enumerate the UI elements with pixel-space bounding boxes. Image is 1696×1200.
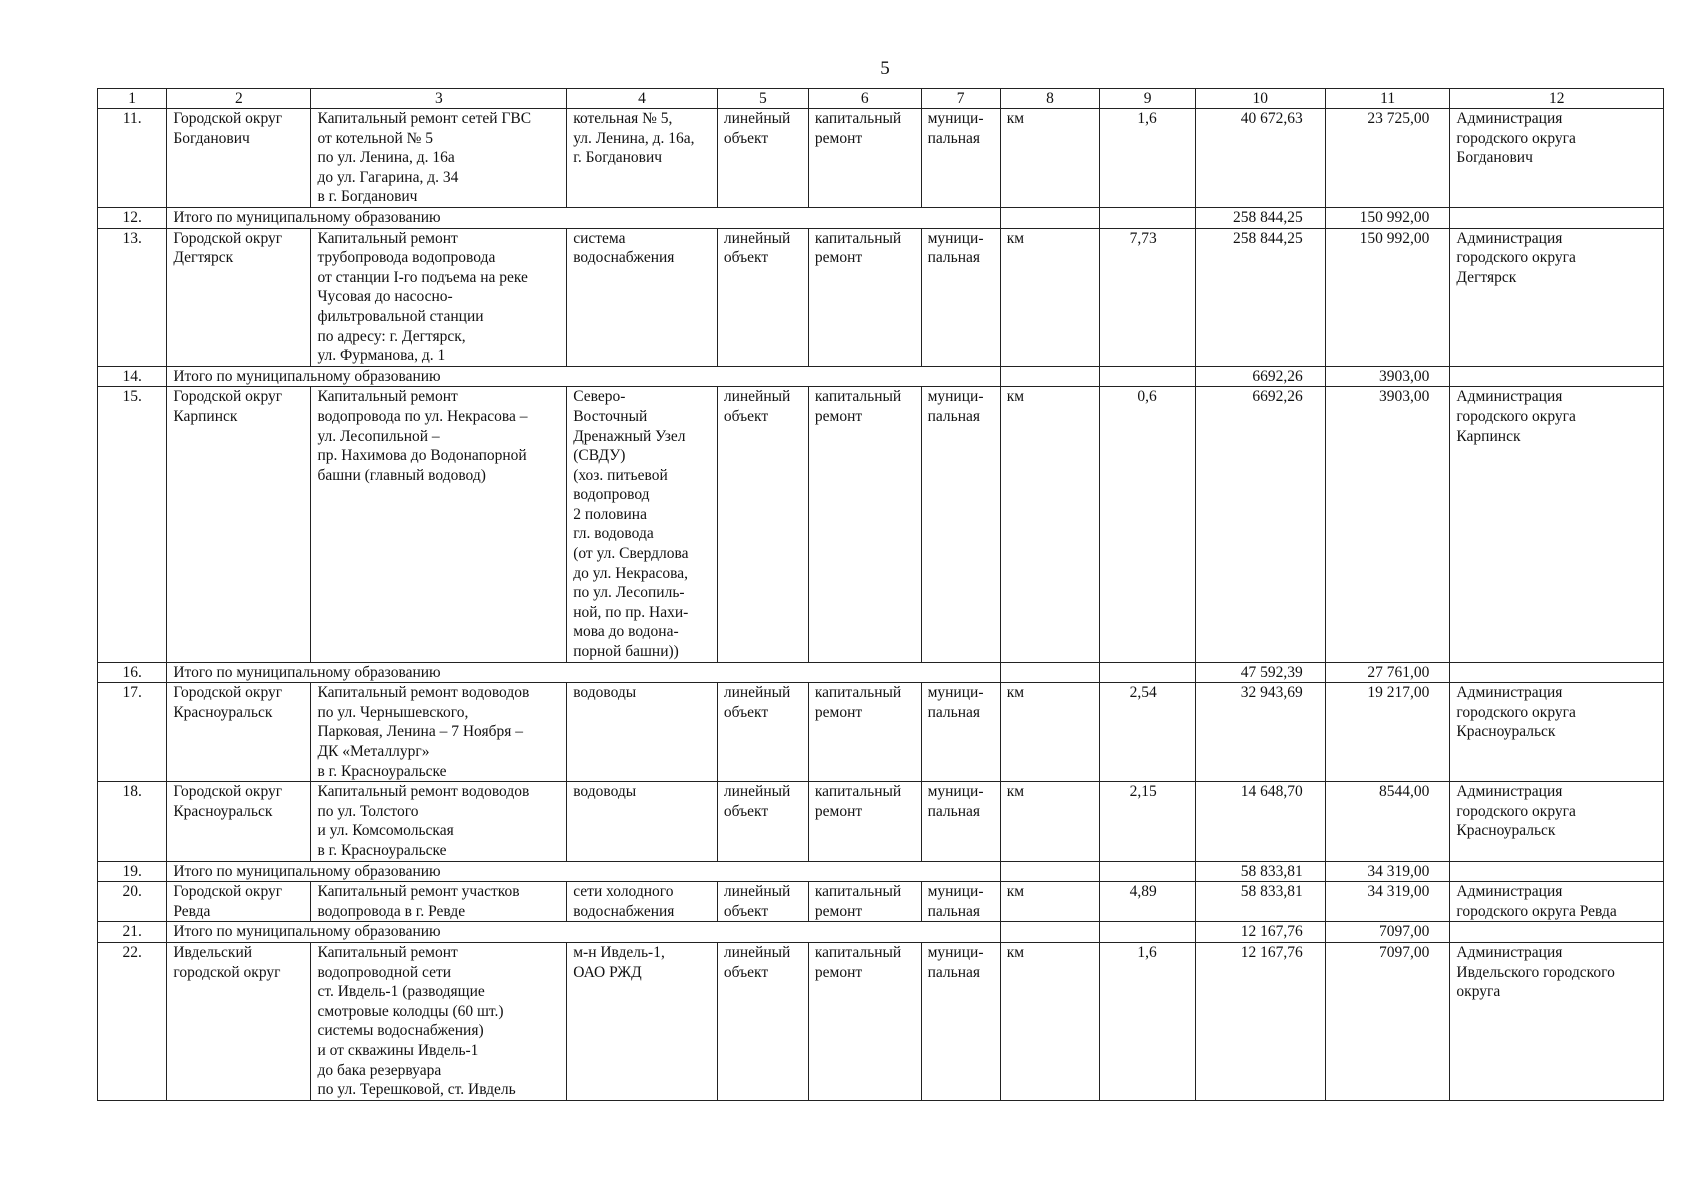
ownership-cell: муници- пальная (921, 109, 1000, 208)
row-number: 22. (98, 942, 167, 1100)
col-header: 4 (567, 89, 718, 109)
total-col10: 58 833,81 (1195, 861, 1325, 882)
row-number: 15. (98, 387, 167, 662)
customer-cell: Администрация городского округа Красноуральск (1450, 782, 1664, 861)
quantity-cell: 1,6 (1100, 942, 1195, 1100)
object-cell: м-н Ивдель-1, ОАО РЖД (567, 942, 718, 1100)
row-number: 20. (98, 882, 167, 922)
work-type-cell: капитальный ремонт (808, 942, 921, 1100)
ownership-cell: муници- пальная (921, 228, 1000, 366)
work-type-cell: капитальный ремонт (808, 387, 921, 662)
col-header: 1 (98, 89, 167, 109)
cost-total-cell: 58 833,81 (1195, 882, 1325, 922)
unit-cell: км (1000, 228, 1100, 366)
cost-total-cell: 12 167,76 (1195, 942, 1325, 1100)
object-cell: система водоснабжения (567, 228, 718, 366)
work-description-cell: Капитальный ремонт трубопровода водопровода от станции I-го подъема на реке Чусовая до насосно- фильтровальной станции по адресу: г. Дегтярск, ул. Фурманова, д. 1 (311, 228, 567, 366)
ownership-cell: муници- пальная (921, 882, 1000, 922)
total-col10: 6692,26 (1195, 366, 1325, 387)
total-label: Итого по муниципальному образованию (167, 662, 1000, 683)
unit-cell: км (1000, 942, 1100, 1100)
total-col11: 3903,00 (1325, 366, 1450, 387)
cell-empty (1450, 922, 1664, 943)
municipality-cell: Городской округ Богданович (167, 109, 311, 208)
total-col10: 258 844,25 (1195, 207, 1325, 228)
table-row (98, 109, 1664, 208)
cell-empty (1000, 207, 1100, 228)
col-header: 8 (1000, 89, 1100, 109)
total-col10: 12 167,76 (1195, 922, 1325, 943)
object-type-cell: линейный объект (717, 683, 808, 782)
work-type-cell: капитальный ремонт (808, 109, 921, 208)
row-number: 11. (98, 109, 167, 208)
quantity-cell: 1,6 (1100, 109, 1195, 208)
work-description-cell: Капитальный ремонт водоводов по ул. Толстого и ул. Комсомольская в г. Красноуральске (311, 782, 567, 861)
col-header: 5 (717, 89, 808, 109)
works-table (97, 88, 1664, 1101)
cost-budget-cell: 23 725,00 (1325, 109, 1450, 208)
object-type-cell: линейный объект (717, 109, 808, 208)
unit-cell: км (1000, 683, 1100, 782)
row-number: 21. (98, 922, 167, 943)
total-col11: 7097,00 (1325, 922, 1450, 943)
work-description-cell: Капитальный ремонт водоводов по ул. Чернышевского, Парковая, Ленина – 7 Ноября – ДК «Металлург» в г. Красноуральске (311, 683, 567, 782)
unit-cell: км (1000, 882, 1100, 922)
cost-budget-cell: 7097,00 (1325, 942, 1450, 1100)
customer-cell: Администрация городского округа Богданович (1450, 109, 1664, 208)
total-col11: 34 319,00 (1325, 861, 1450, 882)
col-header: 2 (167, 89, 311, 109)
total-label: Итого по муниципальному образованию (167, 366, 1000, 387)
quantity-cell: 0,6 (1100, 387, 1195, 662)
cost-budget-cell: 19 217,00 (1325, 683, 1450, 782)
ownership-cell: муници- пальная (921, 782, 1000, 861)
cost-total-cell: 258 844,25 (1195, 228, 1325, 366)
table-row (98, 782, 1664, 861)
total-row (98, 366, 1664, 387)
object-type-cell: линейный объект (717, 387, 808, 662)
object-cell: сети холодного водоснабжения (567, 882, 718, 922)
col-header: 10 (1195, 89, 1325, 109)
col-header: 6 (808, 89, 921, 109)
municipality-cell: Городской округ Красноуральск (167, 782, 311, 861)
municipality-cell: Городской округ Красноуральск (167, 683, 311, 782)
quantity-cell: 2,15 (1100, 782, 1195, 861)
total-col10: 47 592,39 (1195, 662, 1325, 683)
cost-total-cell: 40 672,63 (1195, 109, 1325, 208)
col-header: 11 (1325, 89, 1450, 109)
total-label: Итого по муниципальному образованию (167, 207, 1000, 228)
table-row (98, 683, 1664, 782)
customer-cell: Администрация городского округа Красноуральск (1450, 683, 1664, 782)
unit-cell: км (1000, 387, 1100, 662)
object-cell: Северо- Восточный Дренажный Узел (СВДУ) (хоз. питьевой водопровод 2 половина гл. водовода (от ул. Свердлова до ул. Некрасова, по ул. Лесопиль- ной, по пр. Нахи- мова до водона- порной башни)) (567, 387, 718, 662)
cell-empty (1100, 861, 1195, 882)
municipality-cell: Ивдельский городской округ (167, 942, 311, 1100)
table-row (98, 387, 1664, 662)
cell-empty (1000, 662, 1100, 683)
total-row (98, 662, 1664, 683)
customer-cell: Администрация городского округа Ревда (1450, 882, 1664, 922)
col-header: 9 (1100, 89, 1195, 109)
row-number: 12. (98, 207, 167, 228)
total-label: Итого по муниципальному образованию (167, 922, 1000, 943)
cost-budget-cell: 34 319,00 (1325, 882, 1450, 922)
ownership-cell: муници- пальная (921, 387, 1000, 662)
page-number: 5 (880, 58, 890, 79)
total-row (98, 922, 1664, 943)
total-col11: 27 761,00 (1325, 662, 1450, 683)
work-type-cell: капитальный ремонт (808, 683, 921, 782)
ownership-cell: муници- пальная (921, 942, 1000, 1100)
cell-empty (1100, 366, 1195, 387)
cell-empty (1000, 861, 1100, 882)
cost-budget-cell: 8544,00 (1325, 782, 1450, 861)
total-label: Итого по муниципальному образованию (167, 861, 1000, 882)
total-row (98, 207, 1664, 228)
cell-empty (1000, 922, 1100, 943)
work-type-cell: капитальный ремонт (808, 228, 921, 366)
object-cell: водоводы (567, 782, 718, 861)
municipality-cell: Городской округ Ревда (167, 882, 311, 922)
object-cell: котельная № 5, ул. Ленина, д. 16а, г. Богданович (567, 109, 718, 208)
work-description-cell: Капитальный ремонт участков водопровода в г. Ревде (311, 882, 567, 922)
object-type-cell: линейный объект (717, 228, 808, 366)
municipality-cell: Городской округ Дегтярск (167, 228, 311, 366)
header-row (98, 89, 1664, 109)
work-type-cell: капитальный ремонт (808, 782, 921, 861)
cost-total-cell: 14 648,70 (1195, 782, 1325, 861)
quantity-cell: 4,89 (1100, 882, 1195, 922)
cost-total-cell: 6692,26 (1195, 387, 1325, 662)
row-number: 13. (98, 228, 167, 366)
work-description-cell: Капитальный ремонт водопроводной сети ст. Ивдель-1 (разводящие смотровые колодцы (60 шт.) системы водоснабжения) и от скважины Ивдель-1 до бака резервуара по ул. Терешковой, ст. Ивдель (311, 942, 567, 1100)
cost-budget-cell: 150 992,00 (1325, 228, 1450, 366)
work-description-cell: Капитальный ремонт водопровода по ул. Некрасова – ул. Лесопильной – пр. Нахимова до Водонапорной башни (главный водовод) (311, 387, 567, 662)
row-number: 14. (98, 366, 167, 387)
customer-cell: Администрация Ивдельского городского округа (1450, 942, 1664, 1100)
cell-empty (1000, 366, 1100, 387)
quantity-cell: 7,73 (1100, 228, 1195, 366)
row-number: 17. (98, 683, 167, 782)
cell-empty (1450, 861, 1664, 882)
cost-total-cell: 32 943,69 (1195, 683, 1325, 782)
table-row (98, 882, 1664, 922)
cost-budget-cell: 3903,00 (1325, 387, 1450, 662)
object-type-cell: линейный объект (717, 882, 808, 922)
col-header: 12 (1450, 89, 1664, 109)
cell-empty (1450, 366, 1664, 387)
object-cell: водоводы (567, 683, 718, 782)
unit-cell: км (1000, 782, 1100, 861)
cell-empty (1100, 922, 1195, 943)
table-row (98, 942, 1664, 1100)
table-row (98, 228, 1664, 366)
cell-empty (1100, 207, 1195, 228)
customer-cell: Администрация городского округа Дегтярск (1450, 228, 1664, 366)
col-header: 3 (311, 89, 567, 109)
work-description-cell: Капитальный ремонт сетей ГВС от котельной № 5 по ул. Ленина, д. 16а до ул. Гагарина, д. 34 в г. Богданович (311, 109, 567, 208)
unit-cell: км (1000, 109, 1100, 208)
cell-empty (1450, 207, 1664, 228)
quantity-cell: 2,54 (1100, 683, 1195, 782)
total-col11: 150 992,00 (1325, 207, 1450, 228)
row-number: 18. (98, 782, 167, 861)
total-row (98, 861, 1664, 882)
ownership-cell: муници- пальная (921, 683, 1000, 782)
object-type-cell: линейный объект (717, 782, 808, 861)
customer-cell: Администрация городского округа Карпинск (1450, 387, 1664, 662)
object-type-cell: линейный объект (717, 942, 808, 1100)
col-header: 7 (921, 89, 1000, 109)
work-type-cell: капитальный ремонт (808, 882, 921, 922)
row-number: 16. (98, 662, 167, 683)
cell-empty (1100, 662, 1195, 683)
municipality-cell: Городской округ Карпинск (167, 387, 311, 662)
cell-empty (1450, 662, 1664, 683)
row-number: 19. (98, 861, 167, 882)
